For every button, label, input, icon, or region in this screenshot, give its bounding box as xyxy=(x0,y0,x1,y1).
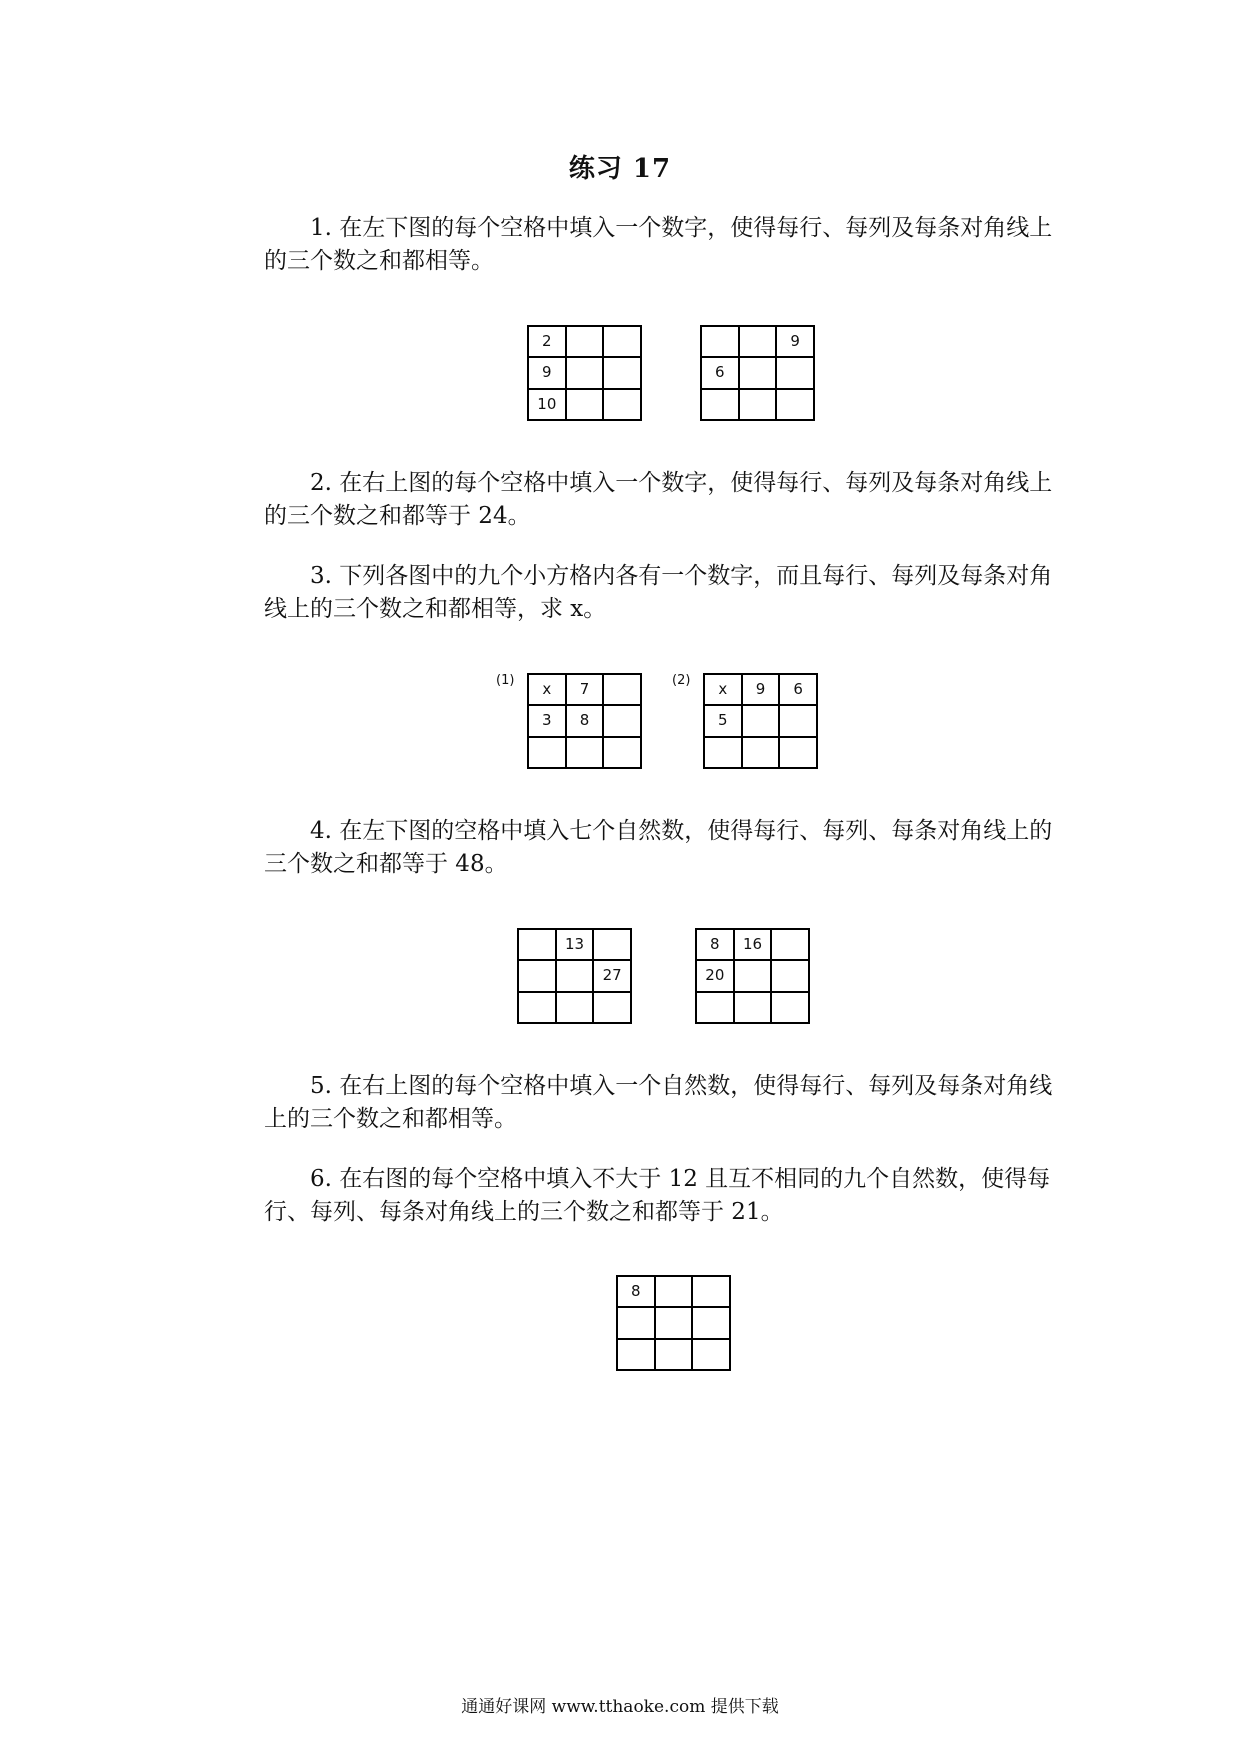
grid-cell: 3 xyxy=(528,705,566,736)
grid-cell xyxy=(655,1307,693,1338)
grid-cell xyxy=(603,326,641,357)
grid-cell xyxy=(779,705,817,736)
footer-credit: 通通好课网 www.tthaoke.com 提供下载 xyxy=(461,1697,779,1717)
grid-cell: 8 xyxy=(696,929,734,960)
grid-cell: 5 xyxy=(704,705,742,736)
grid-cell xyxy=(603,389,641,420)
grid-cell xyxy=(779,737,817,768)
grid-cell xyxy=(739,389,777,420)
grid-cell: 6 xyxy=(779,674,817,705)
grid-cell xyxy=(771,960,809,991)
grid-label: (1) xyxy=(496,673,515,688)
grid-cell xyxy=(734,960,772,991)
grid-cell: 7 xyxy=(566,674,604,705)
grid-cell: 9 xyxy=(776,326,814,357)
grid-cell xyxy=(518,992,556,1023)
problem-3: 3. 下列各图中的九个小方格内各有一个数字，而且每行、每列及每条对角线上的三个数之和都相等，求 x。 xyxy=(264,563,1053,622)
grid-cell xyxy=(771,929,809,960)
grid-cell xyxy=(566,326,604,357)
grid-cell xyxy=(734,992,772,1023)
grid-cell xyxy=(518,929,556,960)
grid-cell xyxy=(603,357,641,388)
grid-cell xyxy=(655,1276,693,1307)
grid-2 xyxy=(700,325,815,421)
grid-cell xyxy=(739,357,777,388)
grid-cell xyxy=(655,1339,693,1370)
grid-1 xyxy=(527,325,642,421)
grid-cell xyxy=(776,389,814,420)
grid-cell xyxy=(742,737,780,768)
grid-cell xyxy=(692,1339,730,1370)
grid-cell: 10 xyxy=(528,389,566,420)
grid-cell xyxy=(692,1307,730,1338)
grid-cell xyxy=(617,1307,655,1338)
grid-cell xyxy=(566,389,604,420)
grid-cell xyxy=(704,737,742,768)
grid-cell xyxy=(603,674,641,705)
grid-label: (2) xyxy=(672,673,691,688)
grid-cell xyxy=(617,1339,655,1370)
grid-cell: 13 xyxy=(556,929,594,960)
problem-2: 2. 在右上图的每个空格中填入一个数字，使得每行、每列及每条对角线上的三个数之和都等于 24。 xyxy=(264,470,1053,529)
grid-cell xyxy=(701,389,739,420)
grid-cell xyxy=(692,1276,730,1307)
grid-cell: 16 xyxy=(734,929,772,960)
grid-cell: 8 xyxy=(617,1276,655,1307)
grid-cell xyxy=(518,960,556,991)
grid-7 xyxy=(616,1275,731,1371)
grid-cell xyxy=(593,992,631,1023)
grid-cell xyxy=(776,357,814,388)
grid-3 xyxy=(527,673,642,769)
grid-cell xyxy=(556,960,594,991)
grid-cell: 6 xyxy=(701,357,739,388)
grid-cell: 2 xyxy=(528,326,566,357)
grid-cell: 20 xyxy=(696,960,734,991)
grid-cell xyxy=(593,929,631,960)
grid-cell: 8 xyxy=(566,705,604,736)
problem-6: 6. 在右图的每个空格中填入不大于 12 且互不相同的九个自然数，使得每行、每列、每条对角线上的三个数之和都等于 21。 xyxy=(264,1166,1051,1225)
grid-4 xyxy=(703,673,818,769)
page-title: 练习 17 xyxy=(568,154,672,184)
grid-cell: x xyxy=(704,674,742,705)
grid-cell xyxy=(742,705,780,736)
problem-4: 4. 在左下图的空格中填入七个自然数，使得每行、每列、每条对角线上的三个数之和都等于 48。 xyxy=(264,818,1053,877)
grid-cell xyxy=(556,992,594,1023)
grid-cell xyxy=(528,737,566,768)
grid-5 xyxy=(517,928,632,1024)
grid-cell xyxy=(603,705,641,736)
grid-cell xyxy=(603,737,641,768)
grid-cell xyxy=(566,357,604,388)
grid-cell: 9 xyxy=(528,357,566,388)
grid-6 xyxy=(695,928,810,1024)
grid-cell xyxy=(566,737,604,768)
grid-cell: 27 xyxy=(593,960,631,991)
grid-cell xyxy=(771,992,809,1023)
grid-cell: 9 xyxy=(742,674,780,705)
grid-cell xyxy=(701,326,739,357)
problem-5: 5. 在右上图的每个空格中填入一个自然数，使得每行、每列及每条对角线上的三个数之和都相等。 xyxy=(264,1073,1053,1132)
problem-1: 1. 在左下图的每个空格中填入一个数字，使得每行、每列及每条对角线上的三个数之和都相等。 xyxy=(264,215,1053,274)
grid-cell xyxy=(696,992,734,1023)
grid-cell: x xyxy=(528,674,566,705)
grid-cell xyxy=(739,326,777,357)
